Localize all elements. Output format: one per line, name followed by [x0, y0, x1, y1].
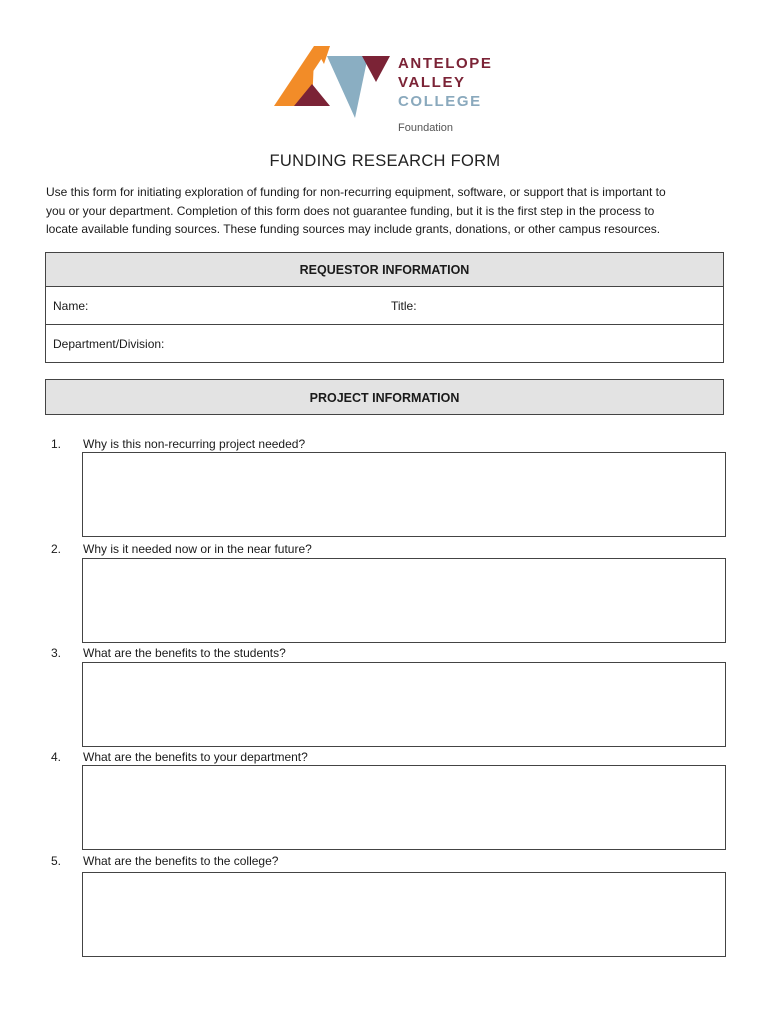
- requestor-section-header: REQUESTOR INFORMATION: [45, 252, 724, 287]
- question-text: What are the benefits to your department?: [83, 750, 308, 764]
- question-number: 2.: [51, 542, 62, 556]
- answer-box-2[interactable]: [82, 558, 726, 643]
- requestor-row-department[interactable]: [45, 325, 724, 363]
- answer-box-3[interactable]: [82, 662, 726, 747]
- intro-line: locate available funding sources. These funding sources may include grants, donations, or other campus resources.: [46, 222, 661, 236]
- intro-line: you or your department. Completion of this form does not guarantee funding, but it is the first step in the process to: [46, 203, 655, 218]
- question-number: 1.: [51, 437, 62, 451]
- question-text: Why is it needed now or in the near future?: [83, 542, 312, 556]
- question-text: What are the benefits to the students?: [83, 646, 286, 660]
- requestor-row-name-title[interactable]: [45, 287, 724, 325]
- answer-box-4[interactable]: [82, 765, 726, 850]
- intro-paragraph: [46, 183, 732, 239]
- intro-line: Use this form for initiating exploration of funding for non-recurring equipment, software, or support that is important to: [46, 185, 666, 199]
- logo-text-foundation: Foundation: [398, 122, 454, 134]
- name-label: Name:: [53, 299, 89, 313]
- logo-text-antelope: ANTELOPE: [398, 55, 493, 72]
- question-text: Why is this non-recurring project needed?: [83, 437, 306, 451]
- question-number: 3.: [51, 646, 62, 660]
- title-label: Title:: [391, 299, 417, 313]
- antelope-valley-college-foundation-logo: [272, 44, 502, 140]
- department-label: Department/Division:: [53, 337, 165, 351]
- question-number: 4.: [51, 750, 62, 764]
- answer-box-1[interactable]: [82, 452, 726, 537]
- project-section-header: PROJECT INFORMATION: [45, 379, 724, 415]
- answer-box-5[interactable]: [82, 872, 726, 957]
- logo-text-college: COLLEGE: [398, 93, 482, 110]
- logo-mark-icon: [272, 44, 394, 124]
- form-title: FUNDING RESEARCH FORM: [269, 152, 501, 170]
- question-text: What are the benefits to the college?: [83, 854, 279, 868]
- logo-text-valley: VALLEY: [398, 74, 466, 91]
- question-number: 5.: [51, 854, 62, 868]
